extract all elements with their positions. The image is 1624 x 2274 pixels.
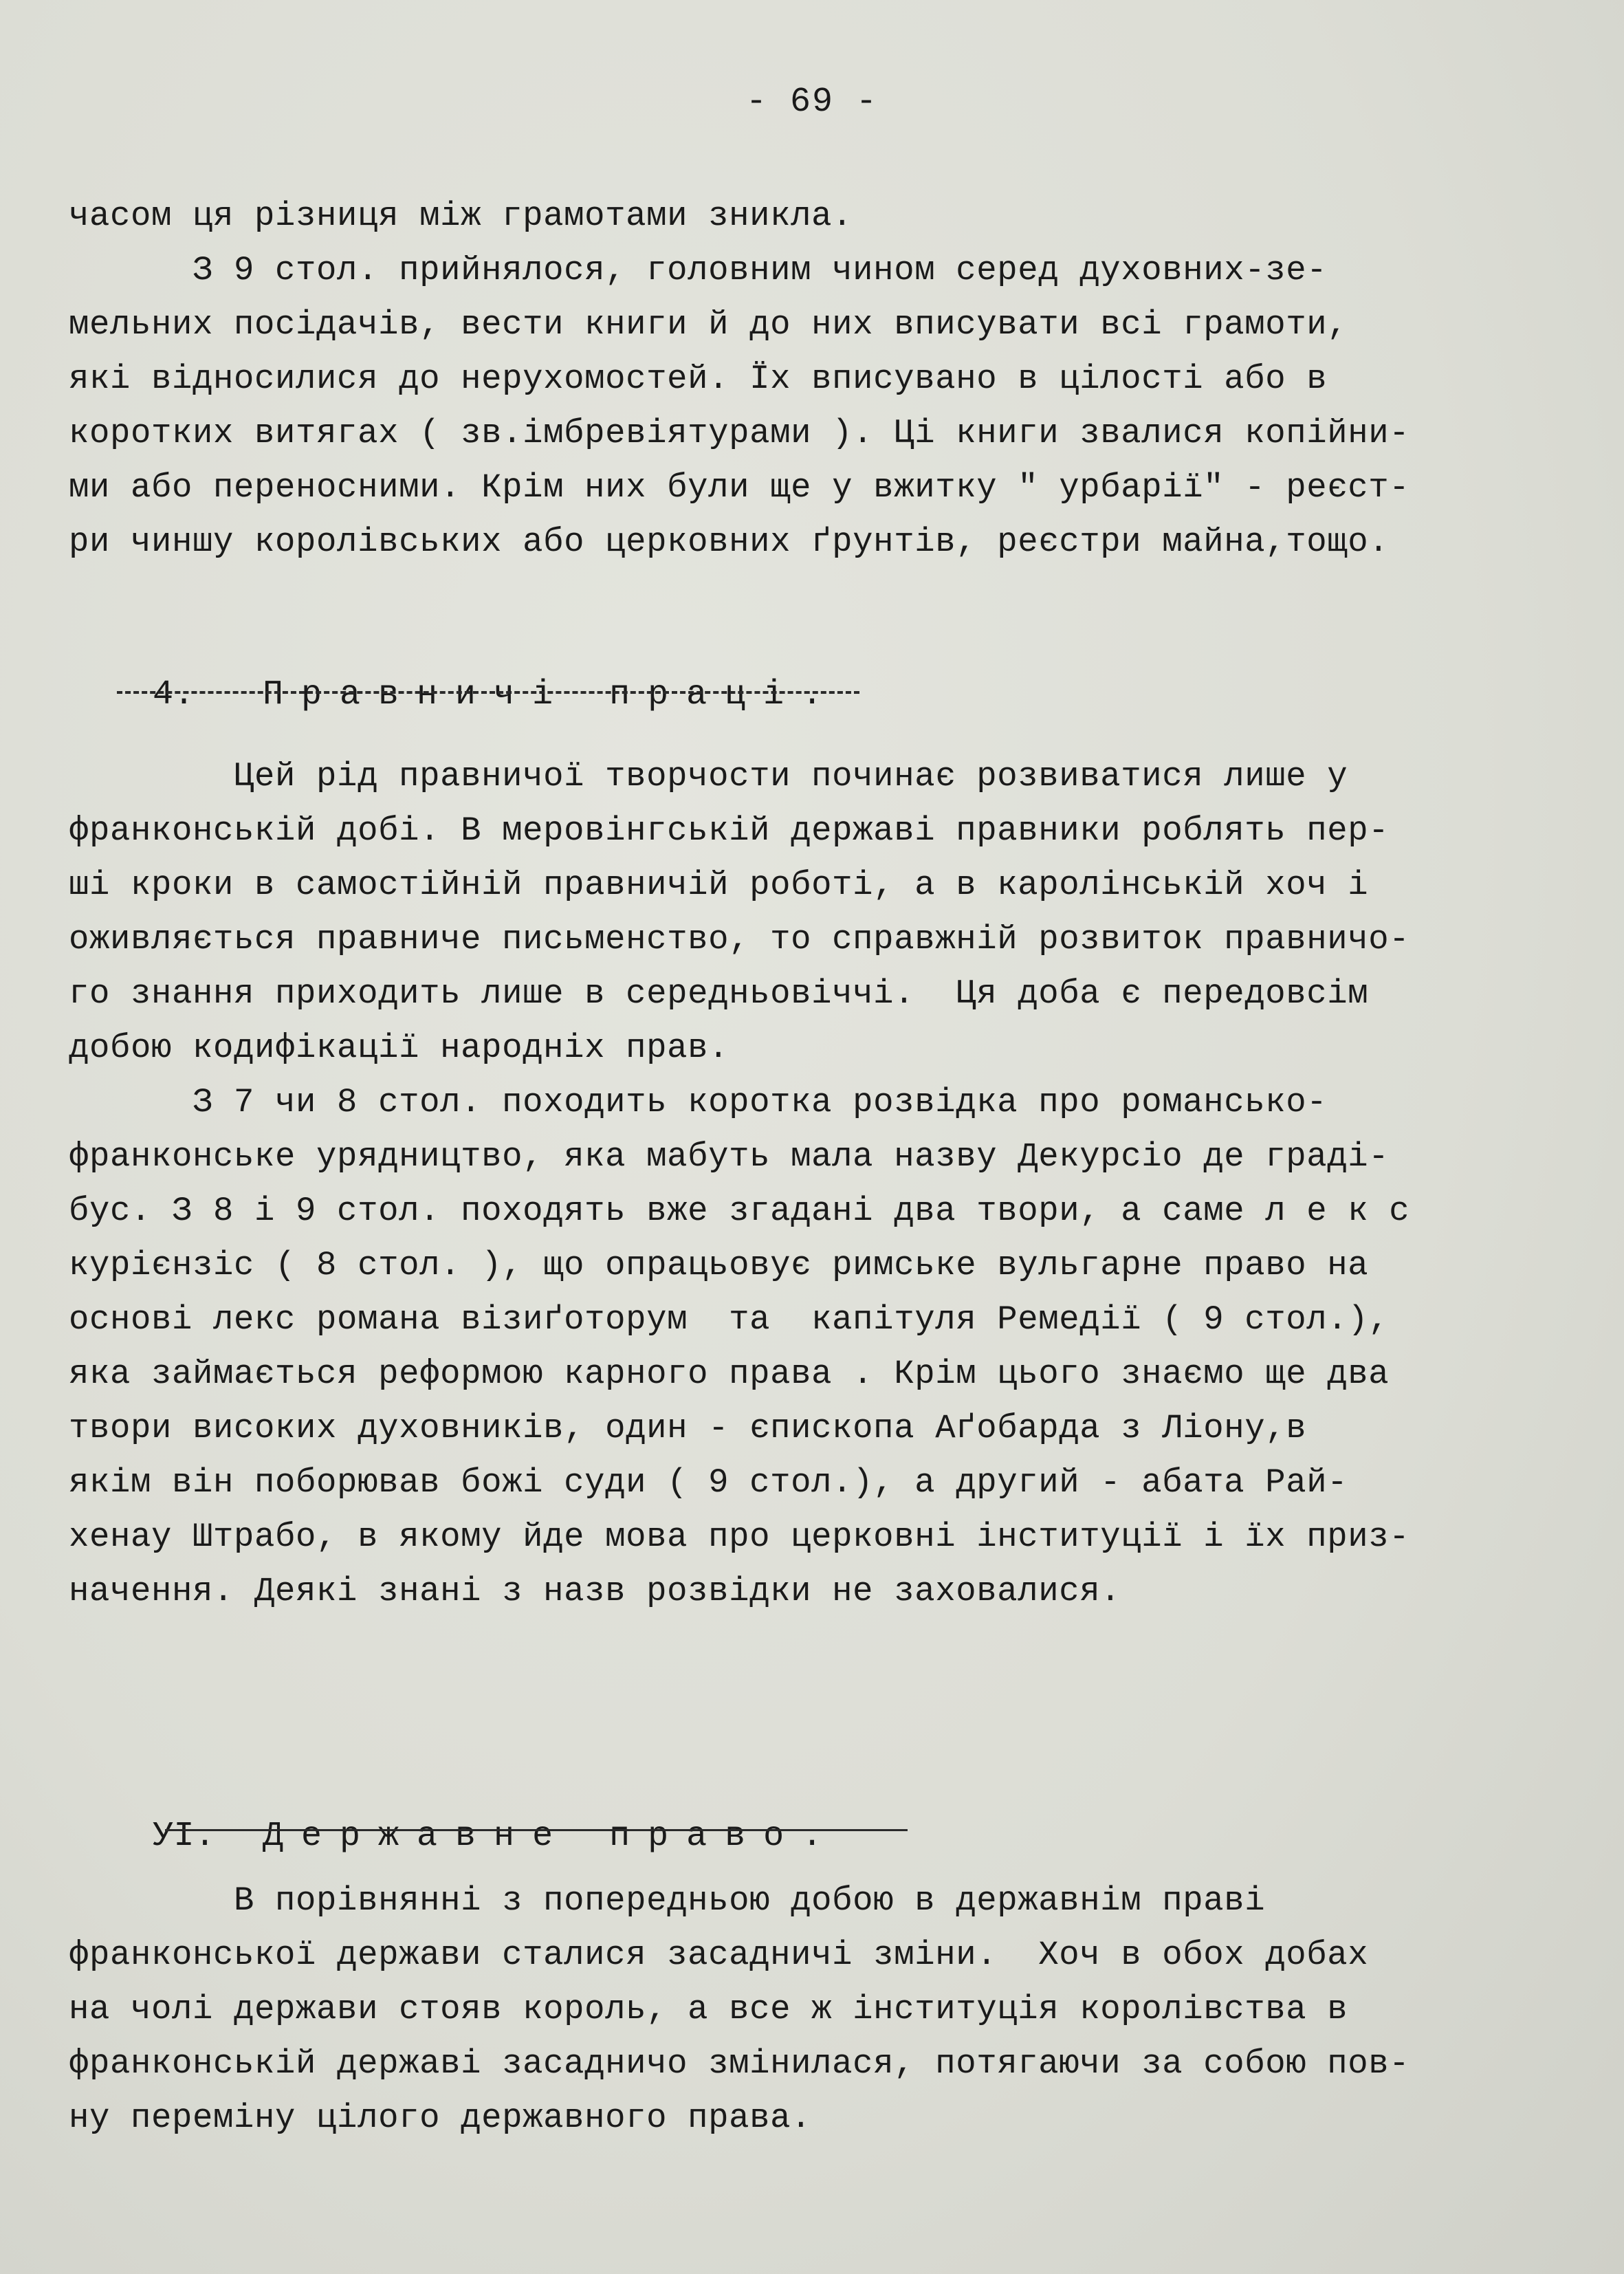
text-line: коротких витягах ( зв.імбревіятурами ). Ці книги звалися копійни-: [69, 414, 1410, 452]
text-line: якім він поборював божі суди ( 9 стол.), а другий - абата Рай-: [69, 1463, 1348, 1502]
text-line: на чолі держави стояв король, а все ж інституція королівства в: [69, 1990, 1348, 2029]
text-line: франконській добі. В меровінгській державі правники роблять пер-: [69, 811, 1390, 850]
text-line: добою кодифікації народніх прав.: [69, 1029, 729, 1067]
text-line: З 7 чи 8 стол. походить коротка розвідка про романсько-: [69, 1083, 1328, 1122]
text-line: хенау Штрабо, в якому йде мова про церковні інституції і їх приз-: [69, 1518, 1410, 1556]
text-line: В порівнянні з попередньою добою в державнім праві: [69, 1881, 1266, 1920]
text-line: ми або переносними. Крім них були ще у вжитку " урбарії" - реєст-: [69, 468, 1410, 507]
text-line: начення. Деякі знані з назв розвідки не заховалися.: [69, 1572, 1121, 1610]
section-6-title: Державне право.: [263, 1817, 841, 1856]
text-line: ші кроки в самостійній правничій роботі, а в каролінській хоч і: [69, 866, 1369, 904]
text-line: ну переміну цілого державного права.: [69, 2099, 812, 2137]
section-4-title: Правничі праці.: [263, 675, 841, 714]
text-line: го знання приходить лише в середньовіччі. Ця доба є передовсім: [69, 974, 1369, 1013]
section-6-underline: [165, 1829, 908, 1831]
text-line: курієнзіс ( 8 стол. ), що опрацьовує римське вульгарне право на: [69, 1246, 1369, 1284]
text-line: твори високих духовників, один - єпископа Аґобарда з Ліону,в: [69, 1409, 1307, 1447]
text-line: які відносилися до нерухомостей. Їх вписувано в цілості або в: [69, 360, 1328, 398]
section-4-heading: [69, 636, 840, 754]
text-line: бус. З 8 і 9 стол. походять вже згадані два твори, а саме л е к с: [69, 1192, 1410, 1230]
section-6-heading: [69, 1778, 840, 1895]
text-line: франконське урядництво, яка мабуть мала назву Декурсіо де граді-: [69, 1137, 1390, 1176]
text-line: франконській державі засадничо змінилася, потягаючи за собою пов-: [69, 2044, 1410, 2083]
text-line: ри чиншу королівських або церковних ґрунтів, реєстри майна,тощо.: [69, 523, 1390, 561]
text-line: часом ця різниця між грамотами зникла.: [69, 197, 853, 235]
page-number: - 69 -: [745, 83, 879, 122]
section-4-underline: [117, 691, 859, 694]
text-line: З 9 стол. прийнялося, головним чином серед духовних-зе-: [69, 251, 1328, 289]
text-line: франконської держави сталися засадничі зміни. Хоч в обох добах: [69, 1936, 1369, 1974]
text-line: мельних посідачів, вести книги й до них вписувати всі грамоти,: [69, 305, 1348, 344]
text-line: оживляється правниче письменство, то справжній розвиток правничо-: [69, 920, 1410, 959]
text-line: яка займається реформою карного права . Крім цього знаємо ще два: [69, 1355, 1390, 1393]
section-4-number: 4.: [153, 675, 195, 714]
text-line: Цей рід правничої творчости починає розвиватися лише у: [69, 757, 1348, 796]
text-line: основі лекс романа візиґоторум та капітуля Ремедії ( 9 стол.),: [69, 1300, 1390, 1339]
section-6-number: УІ.: [153, 1817, 216, 1856]
